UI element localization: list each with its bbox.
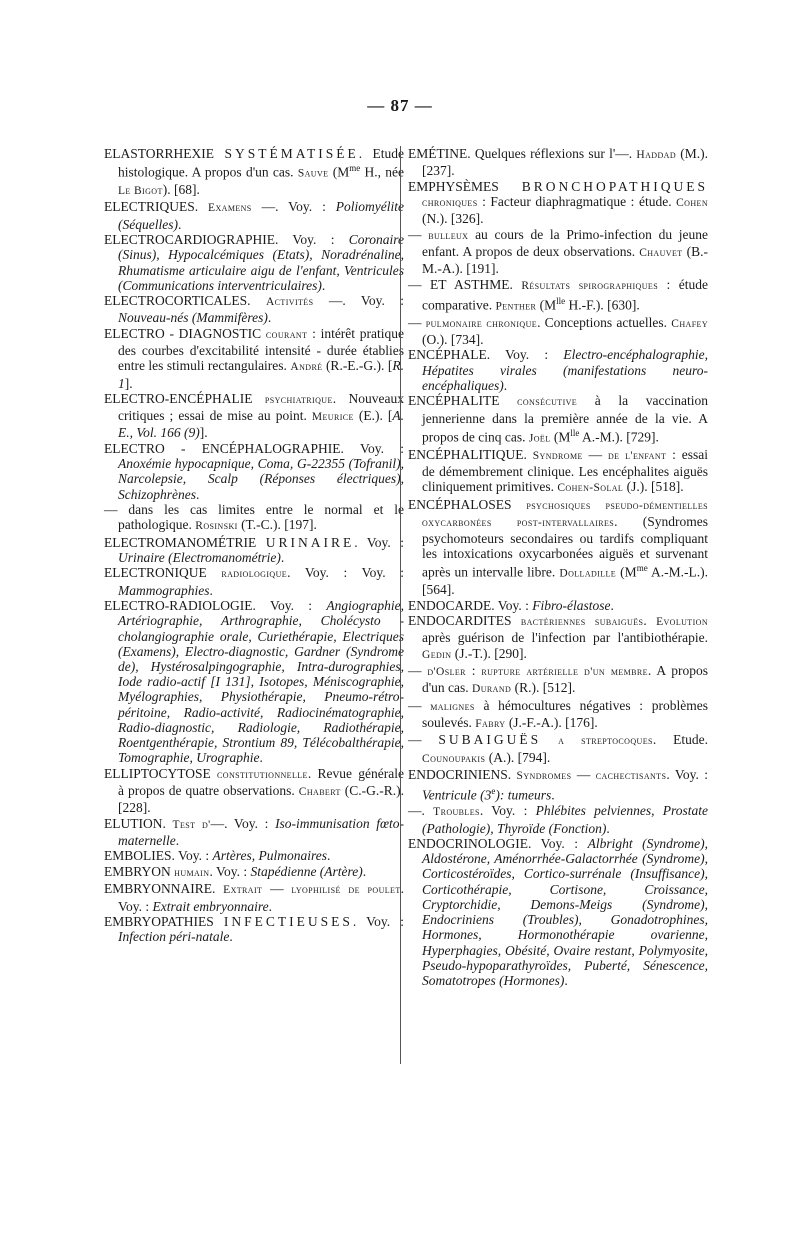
entry-text: . Etude. <box>652 732 709 748</box>
entry-text: . Etude histologique. A propos d'un cas. <box>118 146 404 180</box>
entry-text: . (Syndromes psychomoteurs secondaires ou tardifs compliquant les intoxications oxycarbonées aiguës et survenant après un intervalle libre. <box>422 513 708 580</box>
entry-text: ). [68]. <box>162 181 200 197</box>
entry-text: me <box>636 563 648 574</box>
entry-text: . <box>175 832 180 848</box>
entry-text: Meurice <box>311 411 354 424</box>
entry-text: Voy. : <box>255 598 327 614</box>
entry-text: Durand <box>472 683 512 696</box>
entry-headword: ENCÉPHALITIQUE. <box>408 446 533 462</box>
index-entry <box>408 497 708 598</box>
entry-text: Counoupakis <box>422 752 486 765</box>
entry-cross-reference: Iso-immunisation fœto-maternelle <box>118 815 404 848</box>
entry-text <box>214 146 224 161</box>
entry-text: . <box>280 549 285 565</box>
entry-text: . <box>209 582 213 598</box>
entry-text: courant <box>265 328 308 341</box>
entry-text: . <box>564 972 568 988</box>
entry-text: . <box>267 310 272 326</box>
entry-cross-reference: Artères, Pulmonaires <box>212 848 328 864</box>
index-entry <box>104 766 404 816</box>
entry-text: . Voy. : <box>209 863 251 879</box>
index-entry <box>104 199 404 231</box>
entry-text: Voy. : <box>174 848 213 864</box>
entry-headword: EMBRYOPATHIES <box>104 914 224 929</box>
entry-cross-reference: Stapédienne (Artère) <box>250 863 363 879</box>
entry-text: Evolution <box>656 616 709 629</box>
entry-text: (J.-T.). [290]. <box>451 645 527 661</box>
index-column-right <box>408 146 708 988</box>
entry-text: H., née <box>360 164 405 180</box>
entry-headword: ELECTROCARDIOGRAPHIE. <box>104 232 279 248</box>
index-entry <box>408 146 708 178</box>
index-entry <box>408 613 708 663</box>
entry-cross-reference: Urinaire (Electromanométrie) <box>118 549 281 565</box>
entry-text: A.-M.). [729]. <box>579 429 659 445</box>
entry-text: (E.). [ <box>353 408 393 424</box>
entry-text: (O.). [734]. <box>422 331 484 347</box>
entry-cross-reference: Poliomyélite (Séquelles) <box>118 199 404 232</box>
entry-text: Fabry <box>475 717 506 730</box>
entry-text: . <box>503 377 508 393</box>
entry-text: Voy. : <box>343 440 404 456</box>
entry-text: (M <box>328 164 350 180</box>
entry-text: Chabert <box>298 785 341 798</box>
entry-text: — <box>262 881 292 897</box>
entry-text: — <box>408 732 439 748</box>
entry-text: (M <box>550 429 571 445</box>
entry-text: lle <box>556 295 566 306</box>
entry-headword: EMPHYSÈMES <box>408 178 522 194</box>
entry-cross-reference: Infection péri-natale <box>118 929 230 945</box>
entry-text: . <box>259 750 263 766</box>
entry-text: Extrait <box>223 884 263 897</box>
entry-text: Voy. : <box>490 347 564 363</box>
entry-text: Activités <box>265 296 314 309</box>
entry-text: . Voy. : <box>354 534 404 550</box>
entry-text: lle <box>570 427 580 438</box>
index-entry <box>408 836 708 988</box>
entry-text: — dans les cas limites entre le normal et le pathologique. <box>104 502 404 533</box>
entry-text: humain <box>174 866 210 879</box>
entry-text: de l'enfant <box>607 449 667 462</box>
entry-text: (B.-M.-A.). [191]. <box>422 243 708 277</box>
entry-text: Penther <box>495 300 537 313</box>
entry-text: Voy. : <box>494 597 533 613</box>
column-divider <box>400 146 401 1064</box>
entry-text: : <box>465 663 482 679</box>
entry-text: INFECTIEUSES <box>223 914 353 929</box>
entry-text: . A propos d'un cas. <box>422 663 708 696</box>
entry-text: au cours de la Primo-infection du jeune enfant. A propos de deux observations. <box>422 226 709 259</box>
index-entry <box>104 881 404 913</box>
entry-headword: EMBRYONNAIRE. <box>104 881 224 897</box>
entry-headword: ELECTRO-ENCÉPHALIE <box>104 391 265 407</box>
entry-cross-reference: Phlébites pelviennes, Prostate (Pathologie), Thyroïde (Fonction) <box>422 803 709 836</box>
entry-text: Examens <box>208 202 252 215</box>
entry-text: bulleux <box>428 229 469 242</box>
entry-text: me <box>349 163 361 174</box>
index-entry <box>104 864 404 881</box>
entry-headword: ELECTRO-RADIOLOGIE. <box>104 598 256 614</box>
entry-text: . <box>610 597 614 613</box>
entry-text: : intérêt pratique des courbes d'excitabilité intensité - durée établies entre les stimuli rectangulaires. <box>118 325 404 374</box>
entry-cross-reference: Albright (Syndrome), Aldostérone, Aménorrhée-Galactorrhée (Syndrome), Corticostéroïdes, Cortico-surrénale (Insuffisance), Corticothérapie, Cortisone, Croissance, Cryptorchidie, Demons-Meigs (Syndrome), Endocriniens (Troubles), Gonadotrophines, Hormones, Hormonothérapie ovarienne, Hyperphagies, Obésité, Ovaire restant, Polymyosite, Pseudo-hypoparathyroïdes, Puberté, Sénescence, Somatotropes (Hormones) <box>422 836 708 988</box>
entry-text: pulmonaire chronique <box>425 317 538 330</box>
entry-text: — <box>582 446 608 462</box>
entry-headword: ELECTRIQUES. <box>104 199 209 215</box>
entry-text: — <box>408 226 429 242</box>
entry-headword: ELECTRO - ENCÉPHALOGRAPHIE. <box>104 440 344 456</box>
entry-text: bactériennes subaiguës <box>520 616 644 629</box>
entry-text: Chauvet <box>639 246 683 259</box>
entry-cross-reference: Fibro-élastose <box>532 597 611 613</box>
entry-cross-reference: Electro-encéphalographie, Hépatites virales (manifestations neuro-encéphaliques) <box>422 347 708 393</box>
entry-text: H.-F.). [630]. <box>565 297 640 313</box>
index-entry <box>104 232 404 293</box>
entry-text: Rosinski <box>195 520 238 533</box>
entry-text: — <box>408 314 426 330</box>
index-entry <box>104 502 404 534</box>
entry-text: — <box>571 767 596 783</box>
entry-text: Résultats spirographiques <box>521 279 659 292</box>
entry-headword: EMBOLIES. <box>104 848 175 864</box>
entry-text: (M <box>536 297 557 313</box>
entry-text: . <box>327 848 331 864</box>
index-entry <box>104 598 404 765</box>
entry-text: Quelques réflexions sur l'—. <box>470 146 637 161</box>
entry-text: à hémocultures négatives : problèmes soulevés. <box>422 697 709 730</box>
entry-text: lyophilisé de poulet <box>291 884 401 897</box>
entry-text: (J.). [518]. <box>623 479 684 495</box>
entry-text: . Revue générale à propos de quatre observations. <box>118 765 404 798</box>
entry-headword: ELLIPTOCYTOSE <box>104 765 218 781</box>
entry-text: Syndrome <box>532 449 583 462</box>
entry-text: . <box>177 216 182 232</box>
index-entry <box>408 347 708 393</box>
page-number: — 87 — <box>367 96 433 115</box>
entry-text: Cohen-Solal <box>557 482 624 495</box>
entry-text: . Voy. : <box>352 914 405 929</box>
entry-text: Dolladille <box>559 567 617 580</box>
index-entry <box>408 277 708 315</box>
entry-headword: ENDOCARDE. <box>408 597 495 613</box>
entry-text: radiologique <box>221 568 288 581</box>
index-entry <box>408 179 708 227</box>
index-entry <box>408 393 708 446</box>
entry-headword: ELECTROMANOMÉTRIE <box>104 534 266 550</box>
entry-headword: ELASTORRHEXIE <box>104 146 214 161</box>
entry-text: Joël <box>528 432 551 445</box>
entry-headword: EMBRYON <box>104 863 175 879</box>
index-entry <box>408 447 708 497</box>
entry-text: André <box>290 361 323 374</box>
entry-text: e <box>491 786 496 797</box>
entry-cross-reference: Extrait embryonnaire <box>152 898 269 914</box>
entry-text: . Nouveaux critiques ; essai de mise au point. <box>118 391 404 424</box>
entry-headword: ELECTRONIQUE <box>104 565 222 581</box>
entry-text: Gedin <box>422 648 452 661</box>
entry-text: : essai de démembrement clinique. Les encéphalites aiguës cliniquement primitives. <box>422 446 709 495</box>
index-entry <box>104 848 404 863</box>
entry-text: Sauve <box>297 167 329 180</box>
entry-text: (N.). [326]. <box>422 211 484 227</box>
entry-text: chroniques <box>422 196 478 209</box>
entry-text: (M.). [237]. <box>422 146 708 179</box>
entry-cross-reference: Coronaire (Sinus), Hypocalcémiques (Etats), Noradrénaline, Rhumatisme articulaire aigu de l'enfant, Ventricules (Communications interventriculaires) <box>118 232 404 293</box>
entry-text: URINAIRE <box>265 534 355 550</box>
entry-cross-reference: Angiographie, Artériographie, Arthrographie, Cholécysto - cholangiographie orale, Curiethérapie, Electriques (Examens), Electro-diagnostic, Gardner (Syndrome de), Hystérosalpingographie, Intra-durographies, Iode radio-actif [I 131], Isotopes, Méniscographie, Myélographies, Physiothérapie, Pneumo-rétro-péritoine, Radio-activité, Radiocinématographie, Radio-diagnostic, Radiologie, Radiothérapie, Roentgenthérapie, Strontium 89, Télécobalthérapie, Tomographie, Urographie <box>118 598 404 766</box>
entry-text: (R.). [512]. <box>511 680 576 696</box>
entry-text: SUBAIGUËS <box>438 732 542 748</box>
entry-text: — <box>408 663 428 679</box>
entry-text: —. Voy. : <box>251 199 336 215</box>
entry-text: à la vaccination jennerienne dans la première année de la vie. A propos de cinq cas. <box>422 393 708 445</box>
index-entry <box>408 227 708 277</box>
entry-text: : Facteur diaphragmatique : étude. <box>477 193 677 209</box>
entry-cross-reference: Nouveau-nés (Mammifères) <box>118 310 268 326</box>
entry-headword: ENDOCARDITES <box>408 613 521 629</box>
index-entry <box>408 803 708 835</box>
entry-text: Cohen <box>676 196 708 209</box>
entry-text: cachectisants <box>595 770 667 783</box>
entry-text: après guérison de l'infection par l'antibiothérapie. <box>422 630 708 646</box>
entry-cross-reference: Ventricule (3 <box>422 787 492 803</box>
entry-cross-reference: R. 1 <box>118 358 404 391</box>
entry-text: . Voy. : <box>118 881 404 914</box>
entry-text: (C.-G.-R.). [228]. <box>118 782 404 816</box>
entry-text: ]. <box>199 425 208 441</box>
entry-text: —. <box>408 803 434 819</box>
entry-text: . Voy. : <box>479 803 536 819</box>
entry-text: — <box>408 697 431 713</box>
entry-text: . <box>643 613 657 629</box>
entry-text: . <box>551 787 555 803</box>
entry-cross-reference: ): tumeurs <box>495 787 552 803</box>
entry-text: (T.-C.). [197]. <box>237 517 317 533</box>
entry-text: Troubles <box>433 806 480 819</box>
entry-text: —. Voy. : <box>313 293 405 309</box>
entry-headword: ENCÉPHALITE <box>408 393 518 409</box>
index-entry <box>408 315 708 347</box>
entry-text: . Conceptions actuelles. <box>537 314 672 330</box>
entry-text: Le Bigot <box>118 184 163 197</box>
index-entry <box>408 732 708 766</box>
index-entry <box>408 598 708 613</box>
entry-text: SYSTÉMATISÉE <box>224 146 359 161</box>
entry-text: d'Osler <box>427 666 466 679</box>
index-entry <box>104 293 404 325</box>
entry-text <box>541 732 558 747</box>
entry-text: : étude comparative. <box>422 276 708 313</box>
entry-headword: EMÉTINE. <box>408 146 471 161</box>
entry-text: Syndromes <box>516 770 572 783</box>
entry-text: psychiatrique <box>264 394 333 407</box>
entry-text: —. Voy. : <box>210 815 276 831</box>
entry-text: (M <box>616 564 637 580</box>
index-entry <box>408 698 708 732</box>
entry-text: a streptocoques <box>558 735 653 748</box>
entry-text: (R.-E.-G.). [ <box>322 358 393 374</box>
entry-headword: ELUTION. <box>104 815 173 831</box>
entry-text: constitutionnelle <box>217 768 308 781</box>
index-entry <box>104 391 404 441</box>
index-entry <box>104 326 404 391</box>
entry-text: . <box>196 486 200 502</box>
entry-text: Voy. : <box>531 836 588 852</box>
entry-text: . <box>606 820 610 836</box>
entry-text: ]. <box>124 375 133 391</box>
entry-headword: ENCÉPHALOSES <box>408 496 527 512</box>
index-entry <box>104 146 404 199</box>
entry-headword: ENDOCRINIENS. <box>408 767 517 783</box>
entry-text: consécutive <box>517 396 578 409</box>
index-column-left <box>104 146 404 945</box>
entry-text: BRONCHOPATHIQUES <box>521 178 708 194</box>
entry-headword: ENDOCRINOLOGIE. <box>408 836 532 852</box>
entry-text: rupture artérielle d'un membre <box>481 666 648 679</box>
index-entry <box>408 767 708 803</box>
entry-text: Haddad <box>636 149 676 161</box>
entry-cross-reference: Mammographies <box>118 582 210 598</box>
entry-text: A.-M.-L.). [564]. <box>422 564 708 598</box>
entry-headword: ELECTRO - DIAGNOSTIC <box>104 325 266 341</box>
entry-headword: ENCÉPHALE. <box>408 347 491 363</box>
entry-cross-reference: A. E., Vol. 166 (9) <box>118 408 405 441</box>
index-entry <box>104 441 404 502</box>
entry-text: (A.). [794]. <box>485 749 551 765</box>
entry-text: . <box>321 277 326 293</box>
index-entry <box>104 535 404 565</box>
entry-text: Voy. : <box>278 232 349 248</box>
entry-headword: ELECTROCORTICALES. <box>104 293 266 309</box>
index-entry <box>104 816 404 848</box>
entry-text: . <box>229 929 233 945</box>
entry-cross-reference: Anoxémie hypocapnique, Coma, G-22355 (Tofranil), Narcolepsie, Scalp (Réponses électriques), Schizophrènes <box>118 456 404 502</box>
index-entry <box>408 663 708 697</box>
entry-text: . Voy. : Voy. : <box>287 565 405 581</box>
index-entry <box>104 565 404 597</box>
entry-text: — ET ASTHME. <box>408 276 522 292</box>
entry-text: malignes <box>430 700 475 713</box>
entry-text: Chafey <box>671 317 709 330</box>
entry-text: Test d' <box>172 818 211 831</box>
entry-text: . <box>268 898 272 914</box>
entry-text: . Voy. : <box>666 767 709 783</box>
index-entry <box>104 914 404 944</box>
entry-text: . <box>362 863 367 879</box>
entry-text: psychosiques pseudo-démentielles oxycarbonées post-intervallaires <box>422 499 709 529</box>
entry-text: (J.-F.-A.). [176]. <box>505 714 598 730</box>
